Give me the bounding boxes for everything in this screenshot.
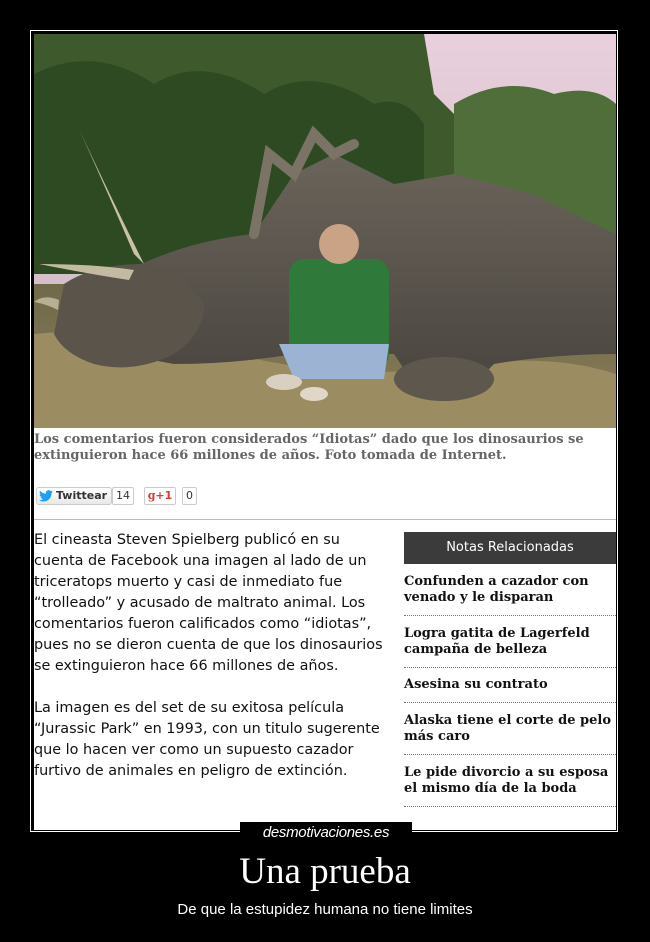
google-plus-label: +1 bbox=[155, 489, 173, 502]
related-news-item[interactable]: Asesina su contrato bbox=[404, 668, 616, 703]
google-plus-count: 0 bbox=[182, 487, 197, 505]
tweet-count: 14 bbox=[112, 487, 134, 505]
twitter-bird-icon bbox=[39, 490, 53, 502]
google-plus-button[interactable] bbox=[144, 487, 176, 505]
article-paragraph: El cineasta Steven Spielberg publicó en su cuenta de Facebook una imagen al lado de un triceratops muerto y casi de inmediato fue “trolleado” y acusado de maltrato animal. Los comentarios fueron calificados como “idiotas”, pues no se dieron cuenta de que los dinosaurios se extinguieron hace 66 millones de años. bbox=[34, 532, 383, 674]
watermark-logo bbox=[240, 822, 412, 844]
tweet-label: Twittear bbox=[56, 489, 108, 502]
social-share-bar bbox=[34, 485, 334, 507]
photo-caption: Los comentarios fueron considerados “Idiotas” dado que los dinosaurios se extinguieron hace 66 millones de años. Foto tomada de Internet. bbox=[34, 432, 584, 463]
divider bbox=[34, 519, 616, 520]
spielberg-triceratops-photo bbox=[34, 34, 616, 428]
google-plus-icon: g bbox=[147, 489, 156, 502]
poster-title: Una prueba bbox=[239, 851, 411, 892]
article-paragraph: La imagen es del set de su exitosa película “Jurassic Park” en 1993, con un titulo sugerente que lo hacen ver como un supuesto cazador furtivo de animales en peligro de extinción. bbox=[34, 700, 380, 779]
related-news-item[interactable]: Logra gatita de Lagerfeld campaña de belleza bbox=[404, 616, 616, 668]
poster-subtitle: De que la estupidez humana no tiene limites bbox=[177, 901, 473, 918]
related-news-heading: Notas Relacionadas bbox=[404, 532, 616, 564]
tweet-button[interactable] bbox=[36, 487, 112, 505]
related-news-item[interactable]: Confunden a cazador con venado y le disparan bbox=[404, 564, 616, 616]
related-news-item[interactable]: Le pide divorcio a su esposa el mismo día de la boda bbox=[404, 755, 616, 807]
article-body bbox=[34, 530, 390, 803]
related-news-sidebar bbox=[404, 532, 616, 807]
watermark-text: desmotivaciones.es bbox=[262, 824, 390, 841]
article-card bbox=[34, 34, 616, 830]
related-news-item[interactable]: Alaska tiene el corte de pelo más caro bbox=[404, 703, 616, 755]
